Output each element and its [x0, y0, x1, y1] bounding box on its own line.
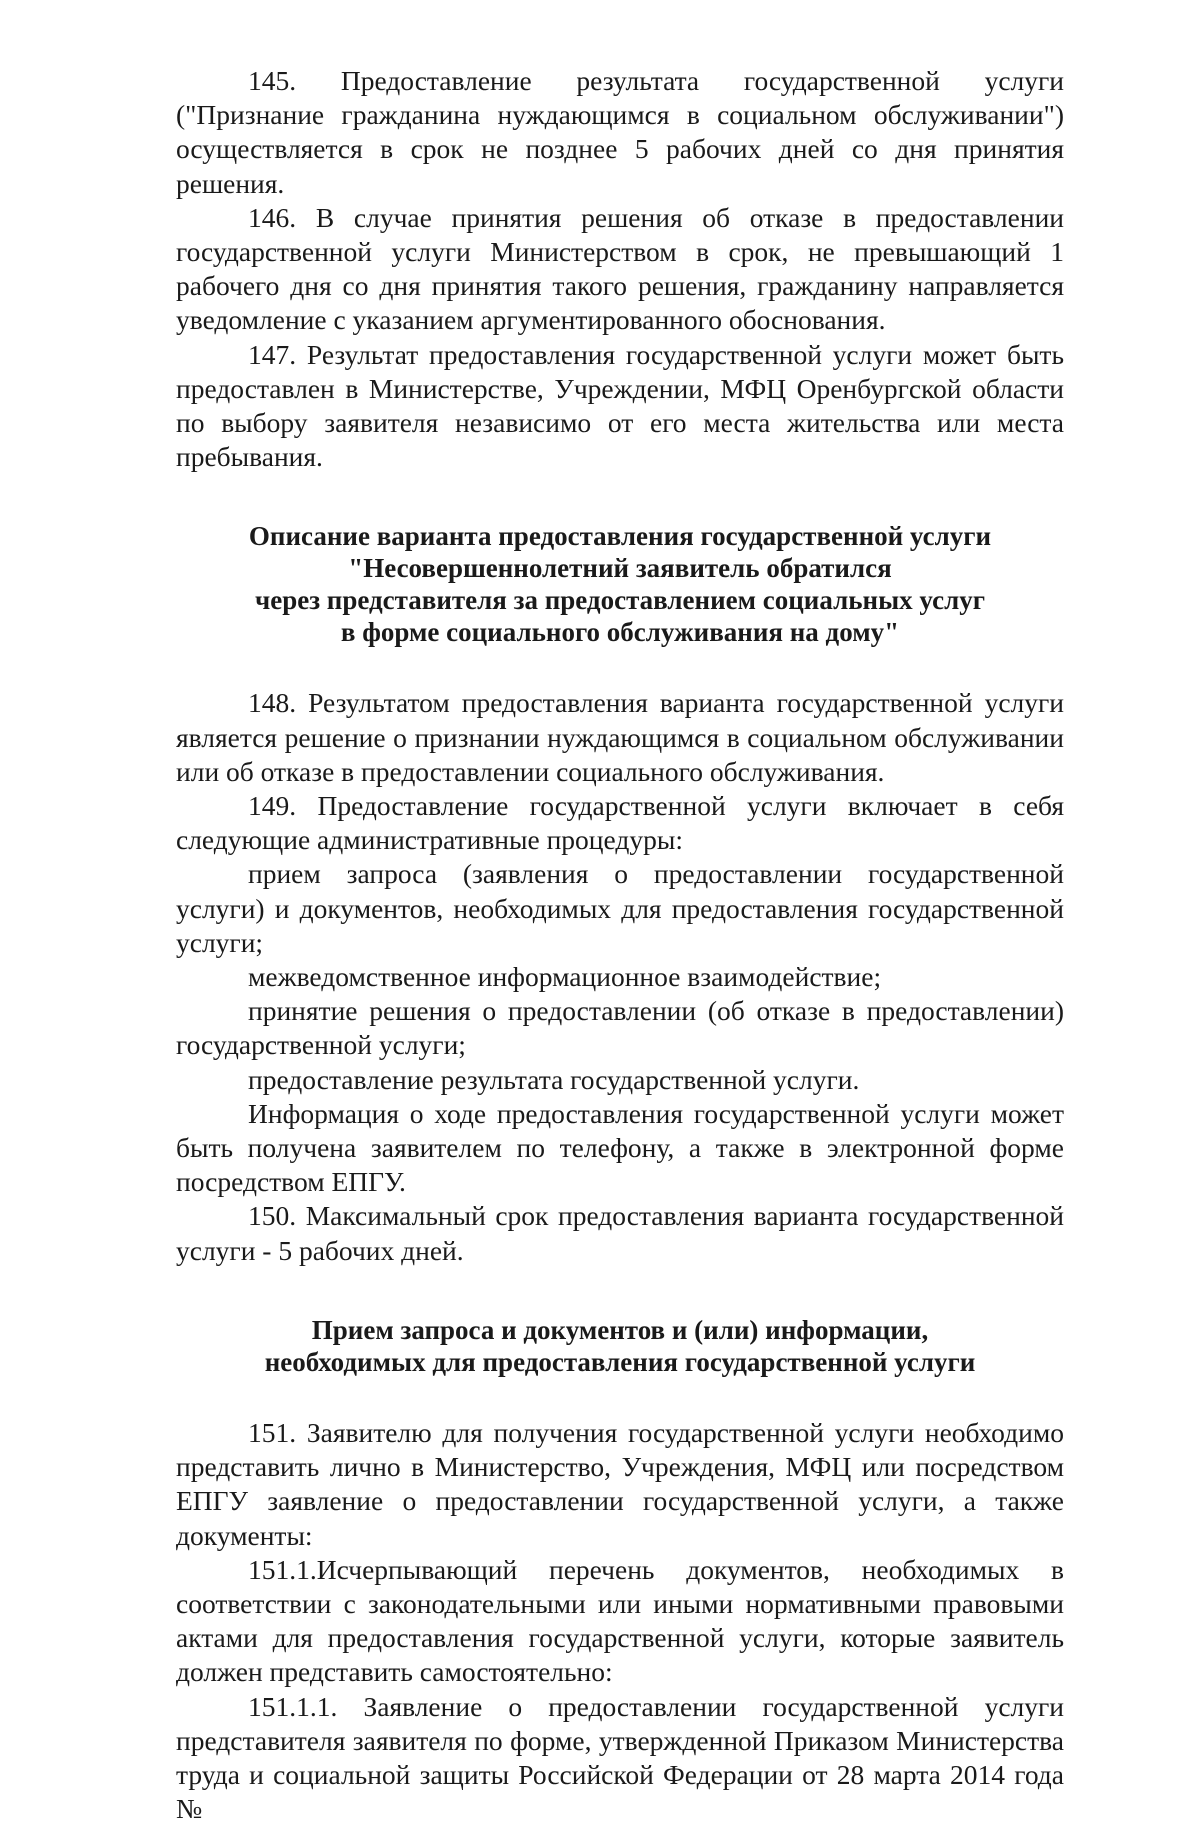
document-page	[176, 64, 1064, 1826]
paragraph-149-item-4: предоставление результата государственной услуги.	[248, 1063, 860, 1095]
heading-line: Прием запроса и документов и (или) информации,	[311, 1314, 929, 1345]
section-heading-variant	[176, 520, 1064, 648]
heading-line: через представителя за предоставлением социальных услуг	[255, 585, 985, 616]
paragraph-147: 147. Результат предоставления государственной услуги может быть предоставлен в Министерстве, Учреждении, МФЦ Оренбургской области по выбору заявителя независимо от его места жительства или места пребывания.	[176, 338, 1064, 473]
paragraph-150: 150. Максимальный срок предоставления варианта государственной услуги - 5 рабочих дней.	[176, 1200, 1064, 1266]
paragraph-151: 151. Заявителю для получения государственной услуги необходимо представить лично в Министерство, Учреждения, МФЦ или посредством ЕПГУ заявление о предоставлении государственной услуги, а также документы:	[176, 1416, 1064, 1551]
paragraph-149-item-2: межведомственное информационное взаимодействие;	[248, 961, 882, 993]
paragraph-148: 148. Результатом предоставления варианта государственной услуги является решение о признании нуждающимся в социальном обслуживании или об отказе в предоставлении социального обслуживания.	[176, 687, 1064, 787]
paragraph-151-1: 151.1.Исчерпывающий перечень документов, необходимых в соответствии с законодательными или иными нормативными правовыми актами для предоставления государственной услуги, которые заявитель должен представить самостоятельно:	[176, 1553, 1064, 1688]
heading-line: в форме социального обслуживания на дому"	[340, 617, 900, 648]
heading-line: Описание варианта предоставления государственной услуги	[248, 521, 992, 552]
heading-line: необходимых для предоставления государственной услуги	[264, 1346, 976, 1377]
paragraph-145: 145. Предоставление результата государственной услуги ("Признание гражданина нуждающимся в социальном обслуживании") осуществляется в срок не позднее 5 рабочих дней со дня принятия решения.	[176, 65, 1064, 199]
paragraph-149-item-3: принятие решения о предоставлении (об отказе в предоставлении) государственной услуги;	[176, 995, 1064, 1061]
paragraph-149-item-1: прием запроса (заявления о предоставлении государственной услуги) и документов, необходимых для предоставления государственной услуги;	[176, 858, 1064, 958]
paragraph-151-1-1: 151.1.1. Заявление о предоставлении государственной услуги представителя заявителя по форме, утвержденной Приказом Министерства труда и социальной защиты Российской Федерации от 28 марта 2014 года №	[176, 1690, 1064, 1825]
paragraph-149-info: Информация о ходе предоставления государственной услуги может быть получена заявителем по телефону, а также в электронной форме посредством ЕПГУ.	[176, 1097, 1064, 1198]
paragraph-149: 149. Предоставление государственной услуги включает в себя следующие административные процедуры:	[176, 790, 1064, 856]
paragraph-146: 146. В случае принятия решения об отказе в предоставлении государственной услуги Министерством в срок, не превышающий 1 рабочего дня со дня принятия такого решения, гражданину направляется уведомление с указанием аргументированного обоснования.	[176, 201, 1064, 336]
heading-line: "Несовершеннолетний заявитель обратился	[348, 553, 892, 584]
section-heading-request	[176, 1314, 1064, 1378]
